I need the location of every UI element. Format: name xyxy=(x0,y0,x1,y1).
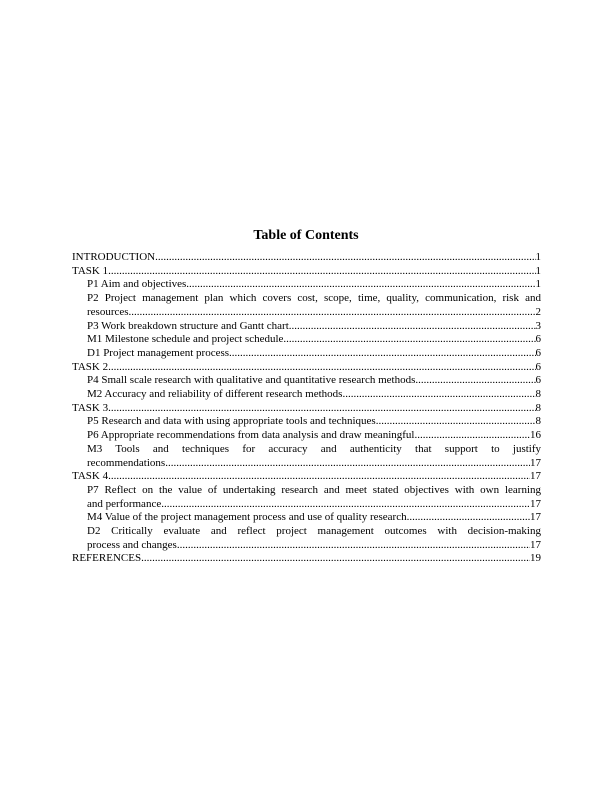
toc-entry-label-line2: process and changes xyxy=(87,538,177,551)
toc-entry-label: P3 Work breakdown structure and Gantt chart xyxy=(87,319,289,332)
toc-entry-introduction[interactable] xyxy=(72,251,541,265)
dot-leader xyxy=(108,265,535,279)
toc-entry-label: P1 Aim and objectives xyxy=(87,278,187,291)
toc-entry-label-line1: P2 Project management plan which covers cost, scope, time, quality, communication, risk and xyxy=(87,292,541,305)
dot-leader xyxy=(283,333,535,347)
dot-leader xyxy=(414,429,530,443)
toc-entry-m4[interactable] xyxy=(72,511,541,525)
dot-leader xyxy=(177,539,530,553)
toc-entry-page: 17 xyxy=(530,497,541,510)
toc-entry-m1[interactable] xyxy=(72,333,541,347)
dot-leader xyxy=(165,457,530,471)
toc-entry-page: 16 xyxy=(530,429,541,442)
toc-entry-page: 2 xyxy=(535,305,541,318)
toc-entry-page: 17 xyxy=(530,511,541,524)
toc-entry-label: P4 Small scale research with qualitative and quantitative research methods xyxy=(87,374,416,387)
toc-entry-d1[interactable] xyxy=(72,347,541,361)
toc-entry-task-4[interactable] xyxy=(72,470,541,484)
toc-entry-label: M1 Milestone schedule and project schedule xyxy=(87,333,284,346)
toc-entry-label: TASK 2 xyxy=(72,360,109,373)
dot-leader xyxy=(186,278,535,292)
dot-leader xyxy=(161,498,530,512)
dot-leader xyxy=(129,306,536,320)
toc-entry-page: 1 xyxy=(535,278,541,291)
dot-leader xyxy=(376,415,536,429)
toc-entry-page: 3 xyxy=(535,319,541,332)
toc-entry-p1[interactable] xyxy=(72,278,541,292)
toc-entry-label: M2 Accuracy and reliability of different research methods xyxy=(87,388,343,401)
toc-entry-page: 8 xyxy=(535,401,541,414)
toc-entry-label: TASK 3 xyxy=(72,401,109,414)
toc-title: Table of Contents xyxy=(253,228,359,243)
dot-leader xyxy=(108,402,535,416)
toc-entry-label: M4 Value of the project management process and use of quality research xyxy=(87,511,407,524)
toc-entry-d2[interactable] xyxy=(72,525,541,552)
dot-leader xyxy=(141,552,530,566)
toc-entry-references[interactable] xyxy=(72,552,541,566)
dot-leader xyxy=(155,251,535,265)
toc-entry-m3[interactable] xyxy=(72,443,541,470)
toc-entry-task-3[interactable] xyxy=(72,402,541,416)
dot-leader xyxy=(289,320,536,334)
toc-entry-label: TASK 4 xyxy=(72,470,109,483)
toc-entry-label-line2: and performance xyxy=(87,497,162,510)
toc-entry-label-line1: P7 Reflect on the value of undertaking research and meet stated objectives with own learning xyxy=(87,483,541,496)
toc-entry-p2[interactable] xyxy=(72,292,541,319)
toc-entry-page: 6 xyxy=(535,360,541,373)
toc-entry-label-line1: M3 Tools and techniques for accuracy and authenticity that support to justify xyxy=(87,442,541,455)
toc-entry-page: 17 xyxy=(530,470,541,483)
toc-entry-page: 1 xyxy=(535,251,541,263)
dot-leader xyxy=(108,361,535,375)
toc-entry-p5[interactable] xyxy=(72,415,541,429)
dot-leader xyxy=(415,374,535,388)
toc-entry-label: P6 Appropriate recommendations from data analysis and draw meaningful xyxy=(87,429,415,442)
dot-leader xyxy=(342,388,535,402)
toc-entry-page: 6 xyxy=(535,346,541,359)
toc-entry-p3[interactable] xyxy=(72,320,541,334)
dot-leader xyxy=(229,347,535,361)
toc-entry-label-line2: recommendations xyxy=(87,456,166,469)
toc-entry-page: 17 xyxy=(530,538,541,551)
toc-entry-p6[interactable] xyxy=(72,429,541,443)
toc-entry-label-line1: D2 Critically evaluate and reflect project management outcomes with decision-making xyxy=(87,525,541,538)
toc-entry-label: TASK 1 xyxy=(72,264,109,277)
toc-entry-task-1[interactable] xyxy=(72,265,541,279)
toc-entry-page: 6 xyxy=(535,333,541,346)
toc-entry-task-2[interactable] xyxy=(72,361,541,375)
toc-entry-label: REFERENCES xyxy=(72,552,142,565)
toc-entry-page: 6 xyxy=(535,374,541,387)
toc-entry-page: 1 xyxy=(535,264,541,277)
toc-entry-page: 17 xyxy=(530,456,541,469)
toc-entry-page: 8 xyxy=(535,415,541,428)
toc-entry-label: INTRODUCTION xyxy=(72,251,156,263)
toc-entry-page: 8 xyxy=(535,388,541,401)
toc-entry-page: 19 xyxy=(530,552,541,565)
toc-entry-label: P5 Research and data with using appropriate tools and techniques xyxy=(87,415,376,428)
toc-entry-label: D1 Project management process xyxy=(87,346,230,359)
dot-leader xyxy=(108,470,530,484)
dot-leader xyxy=(407,511,530,525)
toc-list xyxy=(72,251,541,566)
toc-entry-p7[interactable] xyxy=(72,484,541,511)
toc-entry-p4[interactable] xyxy=(72,374,541,388)
toc-entry-label-line2: resources xyxy=(87,305,129,318)
toc-entry-m2[interactable] xyxy=(72,388,541,402)
